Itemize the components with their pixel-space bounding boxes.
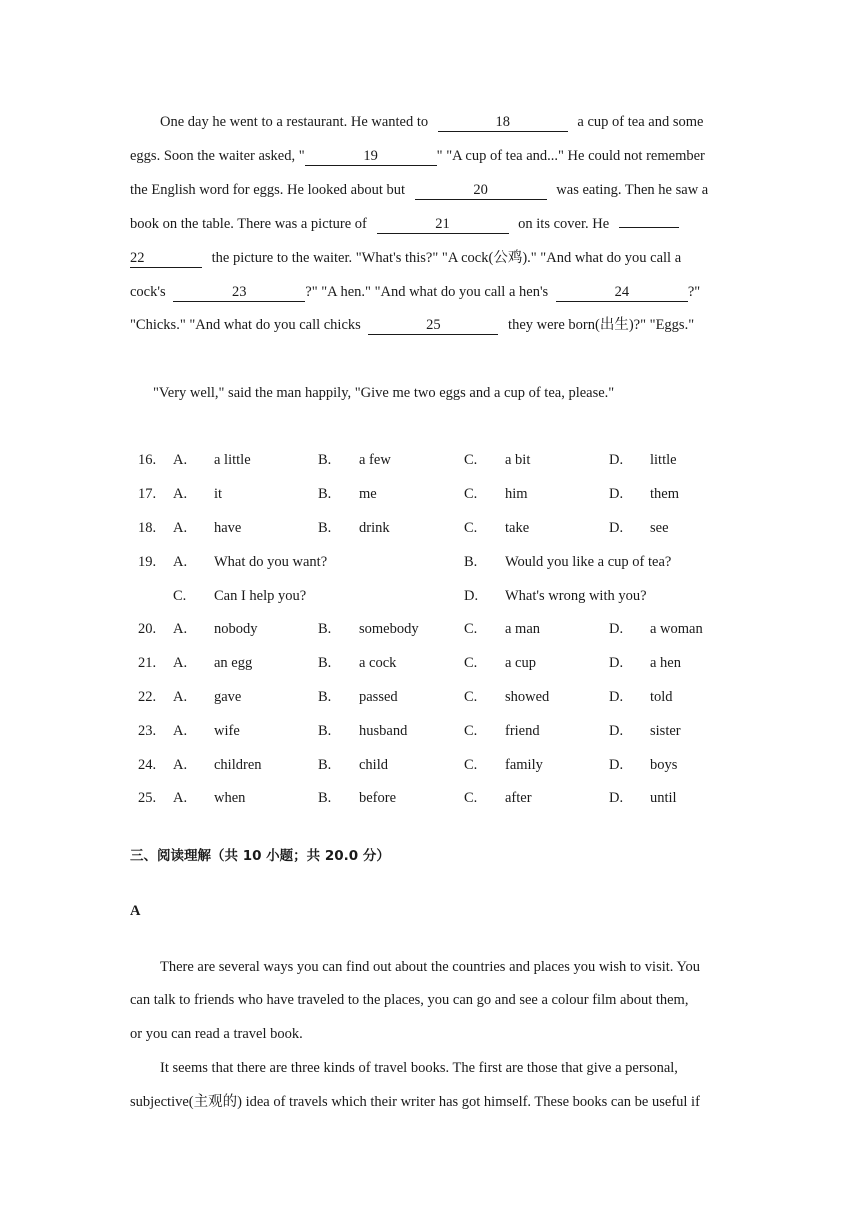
option-a[interactable]: children: [214, 757, 262, 773]
option-d[interactable]: told: [650, 689, 673, 705]
option-d[interactable]: them: [650, 486, 679, 502]
option-letter: C.: [173, 588, 187, 604]
question-number: 25.: [138, 790, 157, 806]
option-a[interactable]: have: [214, 520, 242, 536]
option-row-22: [0, 687, 860, 707]
option-letter: D.: [609, 757, 624, 773]
option-b[interactable]: passed: [359, 689, 398, 705]
cloze-text: cock's: [130, 284, 166, 300]
passage-line: can talk to friends who have traveled to the places, you can go and see a colour film about them,: [130, 992, 689, 1008]
blank-25: 25: [368, 317, 498, 335]
option-letter: A.: [173, 554, 188, 570]
option-letter: B.: [318, 486, 332, 502]
option-c[interactable]: friend: [505, 723, 540, 739]
blank-24: 24: [556, 284, 688, 302]
option-letter: A.: [173, 689, 188, 705]
option-letter: C.: [464, 520, 478, 536]
cloze-text: "Chicks." "And what do you call chicks: [130, 317, 361, 333]
option-letter: B.: [318, 689, 332, 705]
blank-20: 20: [415, 182, 547, 200]
option-letter: A.: [173, 723, 188, 739]
option-d[interactable]: see: [650, 520, 669, 536]
passage-line: subjective(主观的) idea of travels which their writer has got himself. These books can be useful if: [130, 1094, 700, 1110]
option-c[interactable]: family: [505, 757, 543, 773]
option-letter: D.: [609, 520, 624, 536]
question-number: 16.: [138, 452, 157, 468]
option-a[interactable]: a little: [214, 452, 251, 468]
option-letter: B.: [318, 757, 332, 773]
option-letter: A.: [173, 621, 188, 637]
option-c[interactable]: Can I help you?: [214, 588, 307, 604]
cloze-text: eggs. Soon the waiter asked, ": [130, 148, 305, 164]
option-row-21: [0, 653, 860, 673]
option-c[interactable]: a man: [505, 621, 541, 637]
section-title: 三、阅读理解（共 10 小题；共 20.0 分）: [130, 848, 390, 864]
option-row-18: [0, 518, 860, 538]
option-letter: B.: [318, 452, 332, 468]
cloze-text: " "A cup of tea and..." He could not remember: [436, 148, 705, 164]
cloze-text: was eating. Then he saw a: [556, 182, 709, 198]
option-letter: D.: [609, 655, 624, 671]
option-letter: C.: [464, 790, 478, 806]
cloze-text: "Very well," said the man happily, "Give me two eggs and a cup of tea, please.": [153, 385, 615, 401]
question-number: 18.: [138, 520, 157, 536]
option-a[interactable]: What do you want?: [214, 554, 328, 570]
question-number: 24.: [138, 757, 157, 773]
option-c[interactable]: take: [505, 520, 530, 536]
option-b[interactable]: child: [359, 757, 388, 773]
option-letter: D.: [464, 588, 479, 604]
option-letter: C.: [464, 689, 478, 705]
option-letter: A.: [173, 520, 188, 536]
blank-22: 22: [130, 250, 202, 268]
cloze-text: ?" "A hen." "And what do you call a hen's: [305, 284, 549, 300]
option-letter: D.: [609, 723, 624, 739]
option-a[interactable]: gave: [214, 689, 242, 705]
option-letter: C.: [464, 655, 478, 671]
cloze-text: they were born(出生)?" "Eggs.": [508, 317, 695, 333]
option-d[interactable]: a hen: [650, 655, 681, 671]
option-a[interactable]: nobody: [214, 621, 258, 637]
question-number: 19.: [138, 554, 157, 570]
option-letter: D.: [609, 689, 624, 705]
cloze-text: ?": [687, 284, 701, 300]
option-row-16: [0, 450, 860, 470]
option-a[interactable]: it: [214, 486, 223, 502]
option-letter: C.: [464, 723, 478, 739]
cloze-text: a cup of tea and some: [577, 114, 704, 130]
option-b[interactable]: a cock: [359, 655, 397, 671]
option-letter: D.: [609, 452, 624, 468]
cloze-text: One day he went to a restaurant. He wanted to: [160, 114, 429, 130]
option-a[interactable]: an egg: [214, 655, 253, 671]
cloze-line-7: [130, 315, 694, 335]
option-c[interactable]: showed: [505, 689, 550, 705]
option-b[interactable]: husband: [359, 723, 408, 739]
cloze-text: the English word for eggs. He looked about but: [130, 182, 406, 198]
option-b[interactable]: somebody: [359, 621, 419, 637]
option-c[interactable]: a cup: [505, 655, 536, 671]
option-b[interactable]: drink: [359, 520, 390, 536]
option-letter: A.: [173, 452, 188, 468]
cloze-line-5: [130, 248, 681, 268]
cloze-line-2: [130, 146, 705, 166]
question-number: 20.: [138, 621, 157, 637]
option-letter: A.: [173, 790, 188, 806]
question-number: 17.: [138, 486, 157, 502]
cloze-text: book on the table. There was a picture of: [130, 216, 367, 232]
question-number: 21.: [138, 655, 157, 671]
cloze-line-3: [130, 180, 708, 200]
option-a[interactable]: when: [214, 790, 246, 806]
blank-22-start: [619, 227, 679, 228]
question-number: 23.: [138, 723, 157, 739]
blank-23: 23: [173, 284, 305, 302]
option-letter: B.: [464, 554, 478, 570]
option-row-19-ab: [0, 552, 860, 572]
passage-line: There are several ways you can find out about the countries and places you wish to visit. You: [160, 959, 700, 975]
option-letter: B.: [318, 520, 332, 536]
option-letter: C.: [464, 757, 478, 773]
cloze-line-1: [160, 112, 703, 132]
option-d[interactable]: a woman: [650, 621, 703, 637]
option-d[interactable]: What's wrong with you?: [505, 588, 647, 604]
option-row-17: [0, 484, 860, 504]
question-number: 22.: [138, 689, 157, 705]
blank-18: 18: [438, 114, 568, 132]
option-letter: D.: [609, 486, 624, 502]
passage-label: A: [130, 903, 141, 919]
option-c[interactable]: after: [505, 790, 532, 806]
option-row-24: [0, 755, 860, 775]
cloze-line-8: [153, 383, 614, 403]
option-letter: B.: [318, 655, 332, 671]
option-letter: D.: [609, 621, 624, 637]
option-a[interactable]: wife: [214, 723, 240, 739]
option-c[interactable]: a bit: [505, 452, 531, 468]
option-letter: C.: [464, 486, 478, 502]
cloze-line-6: [130, 282, 700, 302]
option-letter: D.: [609, 790, 624, 806]
option-letter: A.: [173, 486, 188, 502]
passage-line: It seems that there are three kinds of travel books. The first are those that give a personal,: [160, 1060, 678, 1076]
option-row-25: [0, 788, 860, 808]
option-letter: A.: [173, 655, 188, 671]
option-b[interactable]: a few: [359, 452, 391, 468]
cloze-text: the picture to the waiter. "What's this?" "A cock(公鸡)." "And what do you call a: [211, 250, 682, 266]
option-b[interactable]: before: [359, 790, 397, 806]
option-d[interactable]: little: [650, 452, 677, 468]
cloze-text: on its cover. He: [518, 216, 610, 232]
blank-21: 21: [377, 216, 509, 234]
option-b[interactable]: Would you like a cup of tea?: [505, 554, 672, 570]
option-c[interactable]: him: [505, 486, 528, 502]
option-letter: B.: [318, 621, 332, 637]
option-letter: C.: [464, 621, 478, 637]
blank-19: 19: [305, 148, 437, 166]
option-row-23: [0, 721, 860, 741]
option-letter: A.: [173, 757, 188, 773]
option-b[interactable]: me: [359, 486, 377, 502]
option-row-20: [0, 619, 860, 639]
option-d[interactable]: sister: [650, 723, 681, 739]
option-letter: B.: [318, 790, 332, 806]
passage-line: or you can read a travel book.: [130, 1026, 303, 1042]
option-letter: B.: [318, 723, 332, 739]
option-d[interactable]: boys: [650, 757, 678, 773]
option-row-19-cd: [0, 586, 860, 606]
option-d[interactable]: until: [650, 790, 677, 806]
cloze-line-4: [130, 214, 679, 234]
option-letter: C.: [464, 452, 478, 468]
